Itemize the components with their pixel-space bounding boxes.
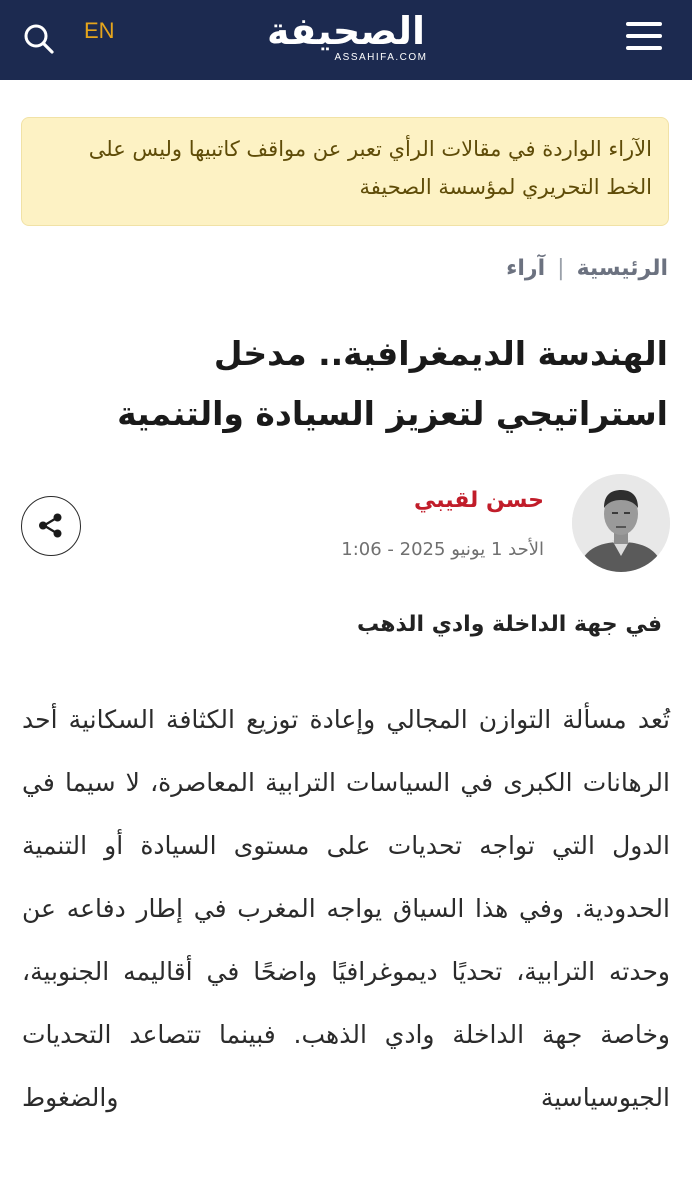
- hamburger-menu-icon-line: [626, 46, 662, 50]
- share-icon: [22, 497, 79, 554]
- breadcrumb: [506, 256, 668, 281]
- article-subheading: في جهة الداخلة وادي الذهب: [357, 612, 662, 637]
- site-logo[interactable]: [240, 8, 452, 72]
- author-name[interactable]: حسن لقيبي: [413, 488, 544, 513]
- article-body: تُعد مسألة التوازن المجالي وإعادة توزيع الكثافة السكانية أحد الرهانات الكبرى في السياسات الترابية المعاصرة، لا سيما في الدول التي تواجه تحديات على مستوى السيادة أو التنمية الحدودية. وفي هذا السياق يواجه المغرب في إطار دفاعه عن وحدته الترابية، تحديًا ديموغرافيًا واضحًا في أقاليمه الجنوبية، وخاصة جهة الداخلة وادي الذهب. فبينما تتصاعد التحديات الجيوسياسية والضغوط: [22, 705, 670, 1112]
- article-title: الهندسة الديمغرافية.. مدخل استراتيجي لتعزيز السيادة والتنمية: [117, 334, 668, 433]
- breadcrumb-separator: |: [557, 256, 565, 281]
- top-navbar: [0, 0, 692, 80]
- search-icon: [22, 22, 56, 56]
- author-avatar[interactable]: [572, 474, 670, 572]
- publish-date: الأحد 1 يونيو 2025 - 1:06: [341, 539, 544, 560]
- hamburger-menu-icon-line: [626, 34, 662, 38]
- search-button[interactable]: [22, 22, 56, 56]
- language-switch-en[interactable]: EN: [84, 18, 115, 43]
- logo-arabic-text: الصحيفة: [266, 9, 426, 53]
- share-button[interactable]: [21, 496, 81, 556]
- opinion-disclaimer: الآراء الواردة في مقالات الرأي تعبر عن مواقف كاتبيها وليس على الخط التحريري لمؤسسة الصحيفة: [21, 117, 669, 226]
- hamburger-menu-icon: [626, 22, 662, 26]
- logo-domain-text: ASSAHIFA.COM: [334, 52, 428, 63]
- breadcrumb-section[interactable]: آراء: [506, 256, 546, 281]
- menu-button[interactable]: [626, 20, 664, 54]
- breadcrumb-home[interactable]: الرئيسية: [576, 256, 668, 281]
